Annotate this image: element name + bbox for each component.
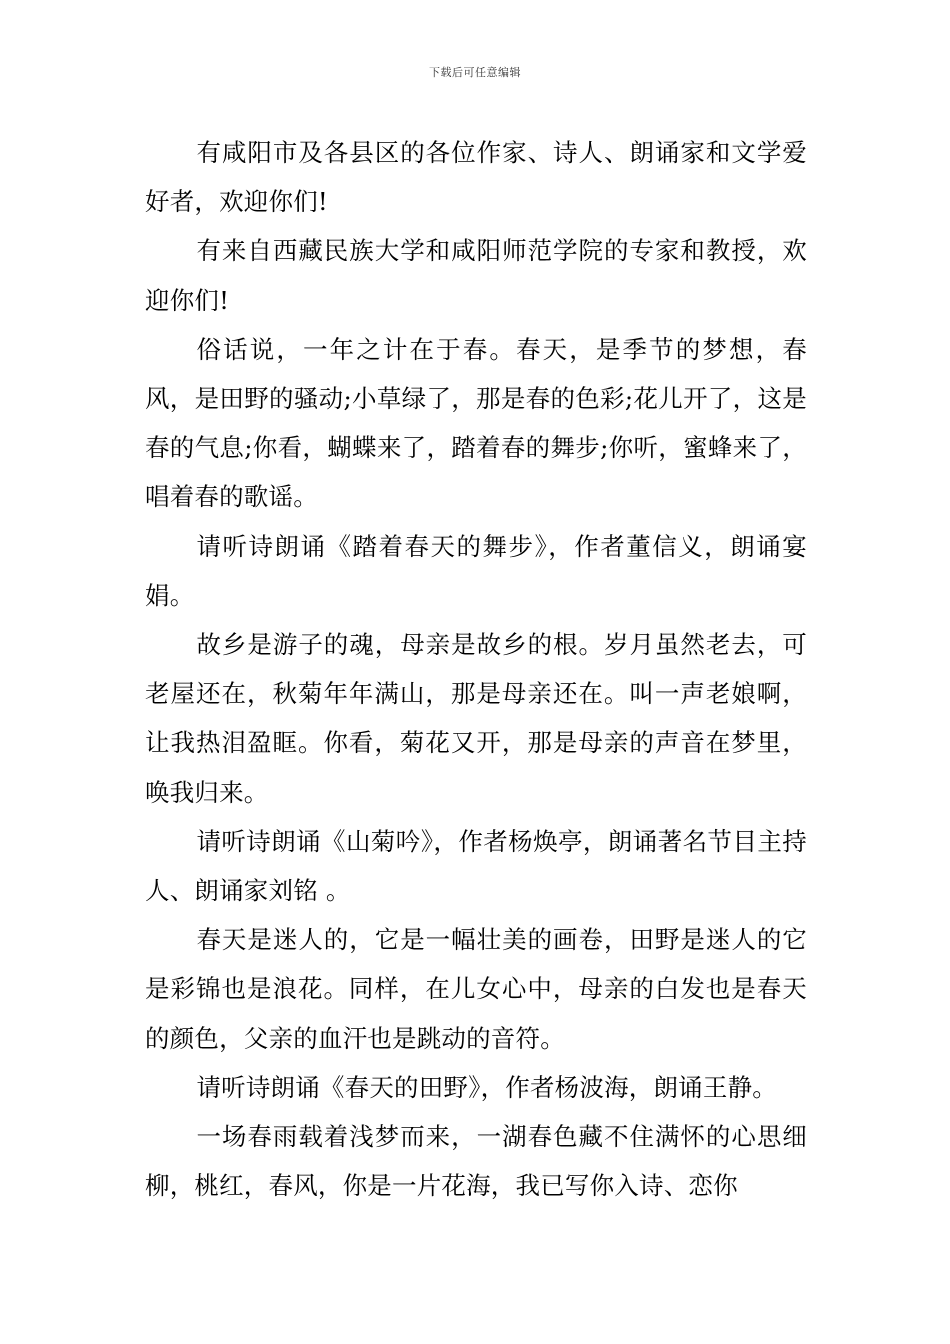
page-header-note: 下载后可任意编辑	[429, 66, 521, 79]
paragraph-spring-rain: 一场春雨载着浅梦而来，一湖春色藏不住满怀的心思细柳，桃红，春风，你是一片花海，我已写你入诗、恋你	[145, 1122, 807, 1201]
paragraph-welcome-writers: 有咸阳市及各县区的各位作家、诗人、朗诵家和文学爱好者，欢迎你们!	[145, 138, 807, 217]
paragraph-poem-announcement-3: 请听诗朗诵《春天的田野》，作者杨波海，朗诵王静。	[196, 1072, 777, 1102]
paragraph-hometown: 故乡是游子的魂，母亲是故乡的根。岁月虽然老去，可老屋还在，秋菊年年满山，那是母亲还在。叫一声老娘啊，让我热泪盈眶。你看，菊花又开，那是母亲的声音在梦里，唤我归来。	[145, 630, 807, 807]
paragraph-spring-intro: 俗话说，一年之计在于春。春天，是季节的梦想，春风，是田野的骚动;小草绿了，那是春的色彩;花儿开了，这是春的气息;你看，蝴蝶来了，踏着春的舞步;你听，蜜蜂来了，唱着春的歌谣。	[145, 334, 807, 512]
paragraph-poem-announcement-1: 请听诗朗诵《踏着春天的舞步》，作者董信义，朗诵宴娟。	[145, 531, 807, 610]
paragraph-spring-fields: 春天是迷人的，它是一幅壮美的画卷，田野是迷人的它是彩锦也是浪花。同样，在儿女心中，母亲的白发也是春天的颜色，父亲的血汗也是跳动的音符。	[145, 925, 807, 1053]
document-body	[145, 128, 807, 1210]
paragraph-welcome-professors: 有来自西藏民族大学和咸阳师范学院的专家和教授，欢迎你们!	[145, 236, 807, 315]
paragraph-poem-announcement-2: 请听诗朗诵《山菊吟》，作者杨焕亭，朗诵著名节目主持人、朗诵家刘铭 。	[145, 826, 807, 906]
